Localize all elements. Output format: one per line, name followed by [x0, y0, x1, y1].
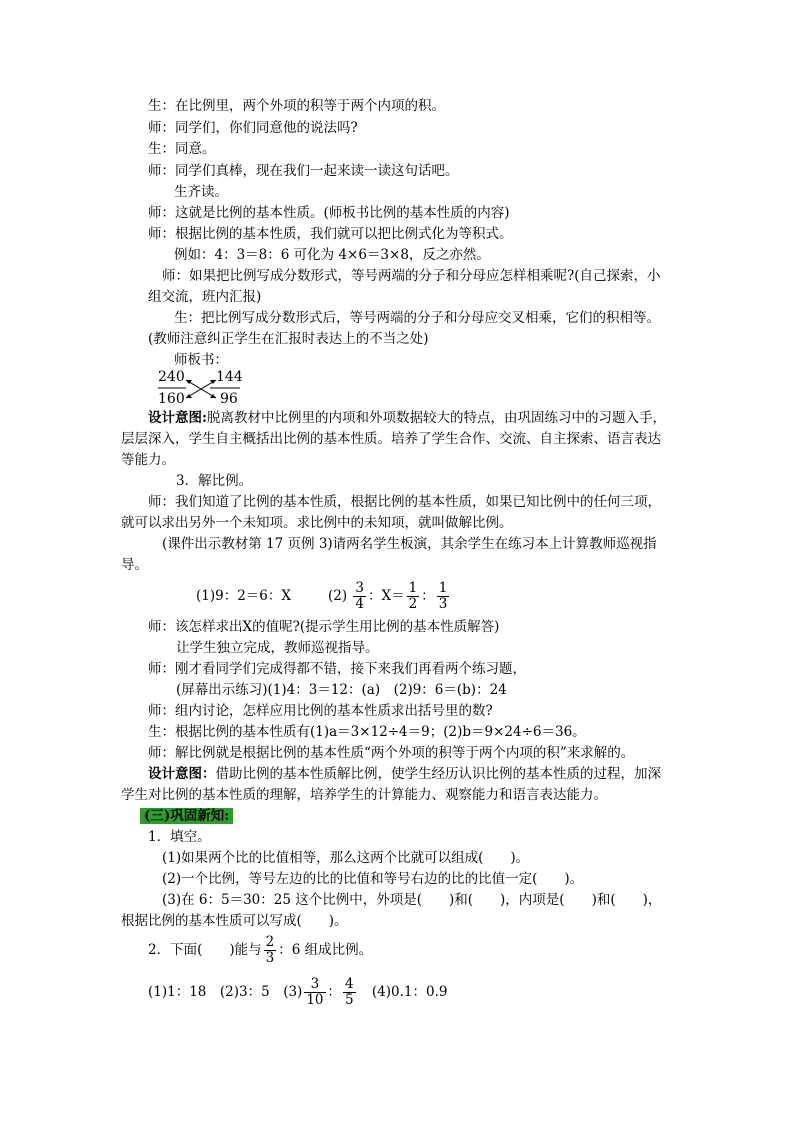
design-intent-label: 设计意图：	[148, 766, 216, 782]
text-line: 师板书：	[174, 352, 228, 368]
text-line: 师：同学们，你们同意他的说法吗?	[148, 120, 358, 136]
text-line: 层层深入，学生自主概括出比例的基本性质。培养了学生合作、交流、自主探索、语言表达	[121, 431, 661, 447]
text-line: 生：同意。	[148, 141, 216, 157]
design-intent-2	[148, 764, 661, 784]
question-2-text: 2．下面( )能与	[148, 942, 262, 958]
text-line: 师：刚才看同学们完成得都不错，接下来我们再看两个练习题，	[148, 661, 526, 677]
fraction	[343, 977, 356, 1008]
question-1-item: (3)在 6：5＝30：25 这个比例中，外项是( )和( )，内项是( )和( )，	[162, 892, 662, 908]
text-line: 导。	[121, 557, 148, 573]
board-denominator-right: 96	[220, 391, 238, 407]
design-intent-text: 借助比例的基本性质解比例，使学生经历认识比例的基本性质的过程，加深	[215, 766, 661, 782]
equation-2-mid: ：X＝	[368, 588, 405, 604]
question-1: 1．填空。	[148, 829, 211, 845]
board-numerator-left: 240	[158, 369, 185, 385]
text-line: 生：把比例写成分数形式后，等号两端的分子和分母应交叉相乘，它们的积相等。	[174, 310, 660, 326]
question-1-item: (2)一个比例，等号左边的比的比值和等号右边的比的比值一定( )。	[162, 871, 584, 887]
fraction	[407, 581, 420, 612]
fraction	[304, 977, 325, 1008]
equation-2-prefix: (2)	[328, 588, 348, 604]
text-line: 生：在比例里，两个外项的积等于两个内项的积。	[148, 98, 445, 114]
fraction-denominator: 3	[265, 950, 275, 966]
text-line: 生：根据比例的基本性质有(1)a＝3×12÷4＝9；(2)b＝9×24÷6＝36。	[148, 724, 586, 740]
text-line: 学生对比例的基本性质的理解，培养学生的计算能力、观察能力和语言表达能力。	[121, 787, 607, 803]
fraction-numerator: 2	[265, 934, 275, 950]
fraction-numerator: 4	[345, 976, 354, 992]
cross-multiplication-diagram	[156, 368, 246, 408]
fraction-denominator: 4	[355, 596, 365, 612]
text-line: 师：同学们真棒，现在我们一起来读一读这句话吧。	[148, 163, 459, 179]
text-line: 就可以求出另外一个未知项。求比例中的未知项，就叫做解比例。	[121, 515, 513, 531]
text-line: 师：这就是比例的基本性质。(师板书比例的基本性质的内容)	[148, 205, 510, 221]
fraction-denominator: 10	[306, 992, 324, 1008]
fraction-numerator: 3	[304, 977, 325, 993]
text-line: 让学生独立完成，教师巡视指导。	[176, 640, 379, 656]
text-line: (教师注意纠正学生在汇报时表达上的不当之处)	[148, 331, 429, 347]
text-line: 例如：4：3＝8：6 可化为 4×6＝3×8，反之亦然。	[174, 247, 490, 263]
fraction	[437, 581, 450, 612]
text-line: (屏幕出示练习)(1)4：3＝12：(a) (2)9：6＝(b)：24	[176, 682, 507, 698]
section-highlight: (三)巩固新知:	[140, 808, 233, 824]
question-2-text: ：6 组成比例。	[278, 942, 373, 958]
text-line: 等能力。	[121, 452, 175, 468]
text-line: 师：根据比例的基本性质，我们就可以把比例式化为等积式。	[148, 226, 513, 242]
fraction	[353, 581, 366, 612]
text-line: 师：组内讨论，怎样应用比例的基本性质求出括号里的数?	[148, 703, 493, 719]
fraction-numerator: 1	[408, 580, 418, 596]
option-colon: ：	[327, 984, 342, 1000]
question-1-item: (1)如果两个比的比值相等，那么这两个比就可以组成( )。	[162, 850, 530, 866]
board-numerator-right: 144	[216, 369, 243, 385]
text-line: 师：该怎样求出X的值呢?(提示学生用比例的基本性质解答)	[148, 619, 500, 635]
text-line: (课件出示教材第 17 页例 3)请两名学生板演，其余学生在练习本上计算教师巡视指	[162, 536, 657, 552]
text-line: 师：解比例就是根据比例的基本性质“两个外项的积等于两个内项的积”来求解的。	[148, 745, 635, 761]
question-1-item: 根据比例的基本性质可以写成( )。	[121, 913, 348, 929]
fraction	[264, 935, 277, 966]
equation-1: (1)9：2＝6：X	[196, 588, 292, 604]
text-line: 3．解比例。	[176, 473, 253, 489]
option-text: (4)0.1：0.9	[371, 984, 448, 1000]
question-2-options	[148, 972, 447, 1012]
design-intent-label: 设计意图:	[148, 410, 207, 426]
text-line: 生齐读。	[174, 184, 228, 200]
equation-2-colon: ：	[421, 588, 435, 604]
text-line: 师：我们知道了比例的基本性质，根据比例的基本性质，如果已知比例中的任何三项，	[148, 494, 661, 510]
fraction-denominator: 5	[345, 992, 354, 1008]
fraction-denominator: 2	[408, 596, 418, 612]
section-heading	[140, 806, 233, 826]
fraction-numerator: 3	[355, 580, 365, 596]
text-line: 师：如果把比例写成分数形式，等号两端的分子和分母应怎样相乘呢?(自己探索，小	[162, 268, 661, 284]
board-denominator-left: 160	[158, 391, 185, 407]
question-2	[148, 930, 372, 970]
option-text: (1)1：18 (2)3：5 (3)	[148, 984, 303, 1000]
design-intent-1	[148, 408, 666, 428]
fraction-numerator: 1	[438, 580, 448, 596]
fraction-denominator: 3	[438, 596, 448, 612]
text-line: 组交流，班内汇报)	[148, 289, 262, 305]
equation-2	[328, 576, 451, 616]
design-intent-text: 脱离教材中比例里的内项和外项数据较大的特点，由巩固练习中的习题入手，	[206, 410, 666, 426]
